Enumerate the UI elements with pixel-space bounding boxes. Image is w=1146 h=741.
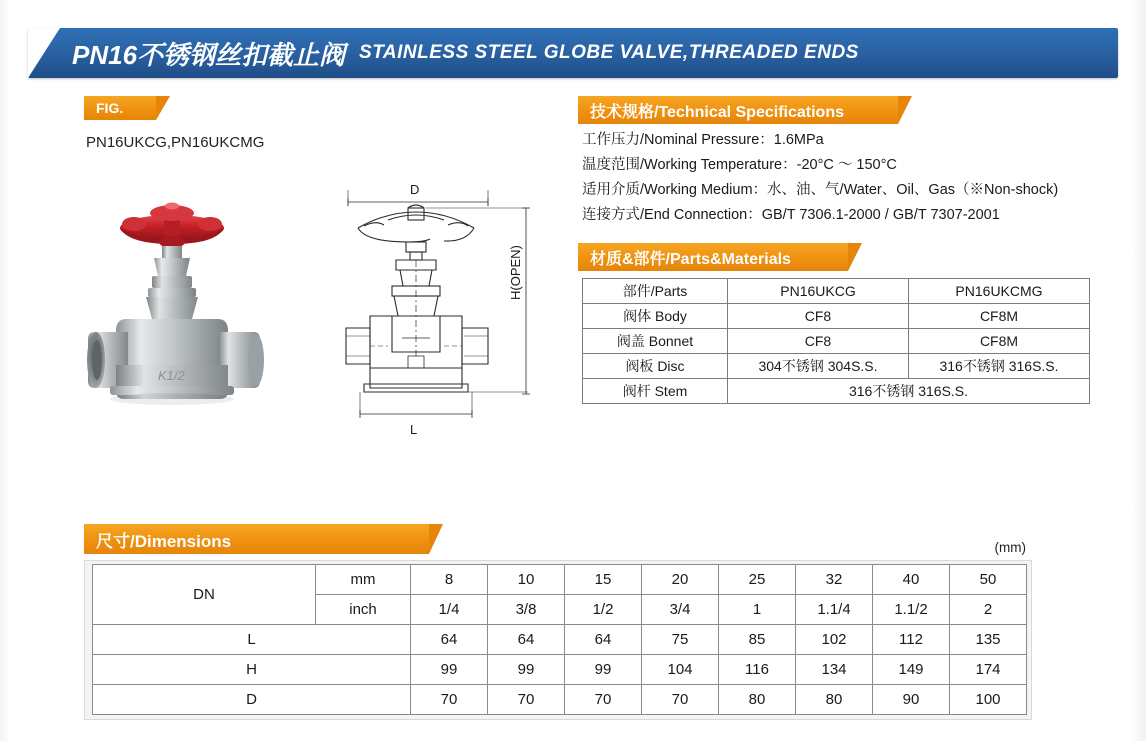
parts-materials-ribbon — [578, 243, 848, 271]
table-row — [93, 565, 1027, 595]
tech-spec-list — [582, 128, 1142, 228]
tech-spec-line-connection: 连接方式/End Connection：GB/T 7306.1-2000 / GB/T 7307-2001 — [582, 207, 1000, 223]
table-row — [93, 685, 1027, 715]
h-2: 99 — [565, 655, 642, 685]
parts-header-part: 部件/Parts — [583, 279, 728, 304]
page-title: PN16不锈钢丝扣截止阀 — [72, 39, 346, 70]
l-5: 102 — [796, 625, 873, 655]
valve-photo — [76, 180, 316, 440]
dimensions-row-label-l: L — [93, 625, 411, 655]
table-row — [583, 329, 1090, 354]
dimensions-row-label-d: D — [93, 685, 411, 715]
parts-row-body-label: 阀体 Body — [583, 304, 728, 329]
dimensions-ribbon — [84, 524, 429, 554]
tech-spec-line-medium: 适用介质/Working Medium：水、油、气/Water、Oil、Gas（※Non-shock) — [582, 182, 1059, 198]
svg-text:K1/2: K1/2 — [158, 368, 185, 383]
l-0: 64 — [411, 625, 488, 655]
table-row — [583, 304, 1090, 329]
dimensions-table — [92, 564, 1027, 715]
parts-materials-label: 材质&部件/Parts&Materials — [590, 250, 791, 268]
h-6: 149 — [873, 655, 950, 685]
page-subtitle: STAINLESS STEEL GLOBE VALVE,THREADED ENDS — [359, 42, 859, 63]
dimensions-dn-label: DN — [93, 565, 316, 625]
dn-inch-2: 1/2 — [565, 595, 642, 625]
d-1: 70 — [488, 685, 565, 715]
parts-materials-table — [582, 278, 1090, 404]
h-0: 99 — [411, 655, 488, 685]
drawing-label-d: D — [410, 182, 420, 197]
dimensions-row-label-h: H — [93, 655, 411, 685]
dn-inch-6: 1.1/2 — [873, 595, 950, 625]
dn-mm-5: 32 — [796, 565, 873, 595]
h-3: 104 — [642, 655, 719, 685]
header-notch — [28, 28, 60, 78]
d-6: 90 — [873, 685, 950, 715]
parts-row-stem-label: 阀杆 Stem — [583, 379, 728, 404]
table-header-row — [583, 279, 1090, 304]
d-7: 100 — [950, 685, 1027, 715]
tech-spec-label: 技术规格/Technical Specifications — [590, 103, 844, 121]
tech-spec-ribbon — [578, 96, 898, 124]
dn-mm-4: 25 — [719, 565, 796, 595]
parts-row-disc-label: 阀板 Disc — [583, 354, 728, 379]
parts-row-bonnet-ukcg: CF8 — [728, 329, 909, 354]
dn-mm-7: 50 — [950, 565, 1027, 595]
dimensions-unit-inch: inch — [316, 595, 411, 625]
l-6: 112 — [873, 625, 950, 655]
parts-header-ukcg: PN16UKCG — [728, 279, 909, 304]
dn-inch-4: 1 — [719, 595, 796, 625]
page-right-shade — [1132, 0, 1146, 741]
parts-row-disc-ukcmg: 316不锈钢 316S.S. — [909, 354, 1090, 379]
l-4: 85 — [719, 625, 796, 655]
valve-drawing-svg — [330, 178, 560, 450]
parts-header-ukcmg: PN16UKCMG — [909, 279, 1090, 304]
dn-inch-3: 3/4 — [642, 595, 719, 625]
l-7: 135 — [950, 625, 1027, 655]
dn-inch-5: 1.1/4 — [796, 595, 873, 625]
drawing-label-l: L — [410, 422, 418, 437]
page-left-shade — [0, 0, 10, 741]
d-0: 70 — [411, 685, 488, 715]
fig-model-codes: PN16UKCG,PN16UKCMG — [86, 134, 265, 151]
l-2: 64 — [565, 625, 642, 655]
valve-photo-illustration — [76, 180, 316, 440]
d-3: 70 — [642, 685, 719, 715]
tech-spec-line-temperature: 温度范围/Working Temperature：-20°C ～ 150°C — [582, 157, 897, 173]
dn-mm-2: 15 — [565, 565, 642, 595]
parts-row-disc-ukcg: 304不锈钢 304S.S. — [728, 354, 909, 379]
h-7: 174 — [950, 655, 1027, 685]
fig-section-label: FIG. — [96, 100, 124, 116]
dimensions-unit-note: (mm) — [994, 540, 1026, 555]
h-1: 99 — [488, 655, 565, 685]
dn-mm-6: 40 — [873, 565, 950, 595]
parts-row-body-ukcg: CF8 — [728, 304, 909, 329]
parts-row-body-ukcmg: CF8M — [909, 304, 1090, 329]
valve-dimension-drawing — [330, 178, 560, 450]
d-2: 70 — [565, 685, 642, 715]
dimensions-unit-mm: mm — [316, 565, 411, 595]
dn-mm-0: 8 — [411, 565, 488, 595]
dimensions-label: 尺寸/Dimensions — [96, 531, 232, 551]
table-row — [93, 625, 1027, 655]
parts-row-stem-both: 316不锈钢 316S.S. — [728, 379, 1090, 404]
parts-row-bonnet-ukcmg: CF8M — [909, 329, 1090, 354]
parts-row-bonnet-label: 阀盖 Bonnet — [583, 329, 728, 354]
dn-inch-0: 1/4 — [411, 595, 488, 625]
d-4: 80 — [719, 685, 796, 715]
dn-inch-1: 3/8 — [488, 595, 565, 625]
tech-spec-line-pressure: 工作压力/Nominal Pressure：1.6MPa — [582, 132, 824, 148]
dn-mm-1: 10 — [488, 565, 565, 595]
dn-inch-7: 2 — [950, 595, 1027, 625]
table-row — [583, 379, 1090, 404]
drawing-label-h: H(OPEN) — [508, 245, 523, 300]
d-5: 80 — [796, 685, 873, 715]
table-row — [583, 354, 1090, 379]
l-1: 64 — [488, 625, 565, 655]
table-row — [93, 655, 1027, 685]
fig-section-ribbon — [84, 96, 156, 120]
h-5: 134 — [796, 655, 873, 685]
page-header-banner — [28, 28, 1118, 78]
dn-mm-3: 20 — [642, 565, 719, 595]
l-3: 75 — [642, 625, 719, 655]
h-4: 116 — [719, 655, 796, 685]
